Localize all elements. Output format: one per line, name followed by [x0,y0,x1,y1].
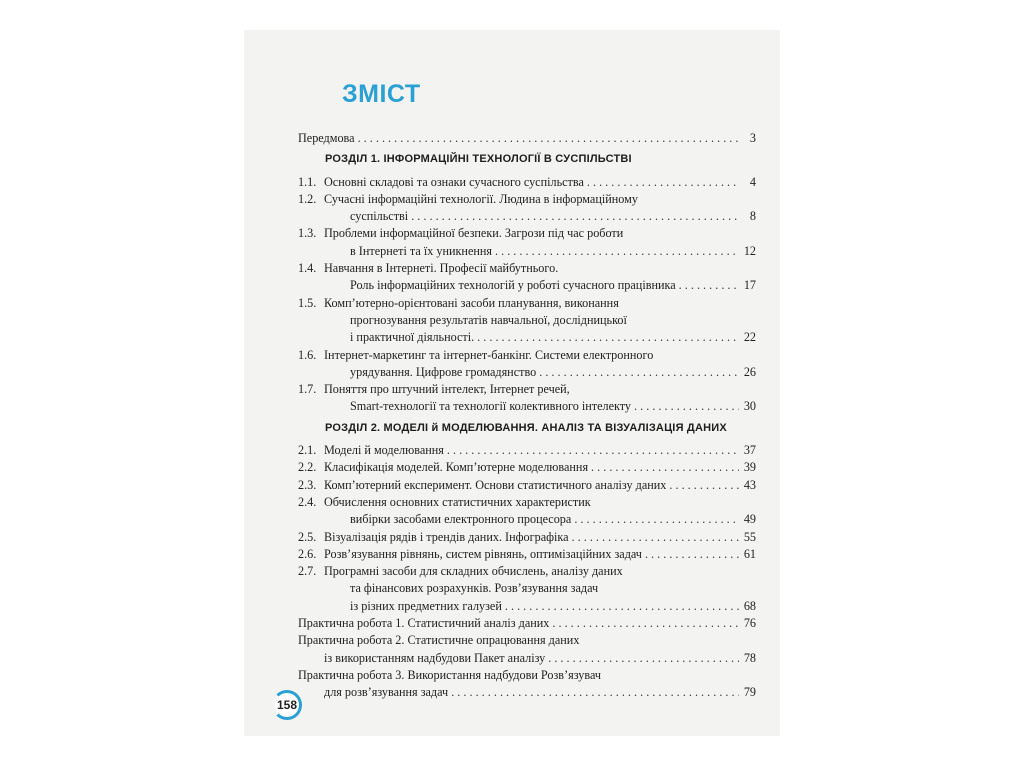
toc-line [298,381,756,398]
toc-line [298,615,756,632]
toc-entry-text: Smart-технології та технології колективного інтелекту [350,399,632,414]
toc-page-number: 22 [743,330,756,345]
toc-page-number: 55 [743,529,756,544]
toc-line [298,208,756,225]
toc-entry-text: Практична робота 1. Статистичний аналіз даних [298,616,550,631]
toc-page-number: 79 [743,685,756,700]
toc-entry-text: Програмні засоби для складних обчислень, аналізу даних [324,564,623,579]
toc-entry-text: в Інтернеті та їх уникнення [350,243,493,258]
dot-leader [669,477,739,494]
toc-entry-text: Моделі й моделювання [324,443,444,458]
toc-page-number: 39 [743,460,756,475]
toc-entry [298,347,756,382]
dot-leader [447,442,739,459]
toc-entry-text: Інтернет-маркетинг та інтернет-банкінг. Системи електронного [324,347,654,362]
dot-leader [505,598,739,615]
toc-entry-text: Комп’ютерно-орієнтовані засоби планування, виконання [324,295,619,310]
dot-leader [552,615,739,632]
table-of-contents [298,130,756,702]
toc-entry-text: із різних предметних галузей [350,598,502,613]
toc-entry-text: суспільстві [350,209,409,224]
toc-page-number: 4 [749,174,756,189]
toc-entry-text: Візуалізація рядів і трендів даних. Інфографіка [324,529,569,544]
toc-entry-text: Класифікація моделей. Комп’ютерне моделювання [324,460,589,475]
toc-page-number: 61 [743,546,756,561]
toc-entry-number: 1.4. [298,261,317,276]
toc-line [298,225,756,242]
toc-entry-text: Роль інформаційних технологій у роботі сучасного працівника [350,278,676,293]
section-1-entries [298,174,756,416]
dot-leader [679,277,739,294]
dot-leader [634,398,739,415]
toc-page-number: 17 [743,278,756,293]
toc-entry-number: 2.3. [298,477,317,492]
toc-line [298,580,756,597]
toc-line [298,494,756,511]
toc-page-number: 3 [749,131,756,145]
section-2-heading: РОЗДІЛ 2. МОДЕЛІ й МОДЕЛЮВАННЯ. АНАЛІЗ ТА ВІЗУАЛІЗАЦІЯ ДАНИХ [325,421,727,434]
toc-entry-text: і практичної діяльності. [350,330,475,345]
toc-entry-number: 1.1. [298,174,317,189]
toc-entry-label: Передмова [298,131,355,145]
toc-entry [298,477,756,494]
toc-line [298,477,756,494]
toc-line [298,295,756,312]
toc-entry-number: 1.7. [298,382,317,397]
toc-entry-text: вибірки засобами електронного процесора [350,512,572,527]
toc-page-number: 49 [743,512,756,527]
toc-line [298,347,756,364]
dot-leader [591,459,739,476]
dot-leader [358,130,739,147]
toc-line [298,459,756,476]
dot-leader [548,650,739,667]
toc-entry [298,295,756,347]
toc-entry [298,494,756,529]
dot-leader [587,174,739,191]
toc-entry-text: для розв’язування задач [324,685,449,700]
toc-entry-number: 2.2. [298,460,317,475]
toc-line [298,442,756,459]
dot-leader [572,529,739,546]
toc-entry-practical [298,615,756,632]
toc-line [298,529,756,546]
toc-page-number: 12 [743,243,756,258]
dot-leader [574,511,739,528]
dot-leader [477,329,739,346]
toc-entry [298,442,756,459]
toc-entry-number: 1.6. [298,347,317,362]
toc-line [298,260,756,277]
toc-entry [298,191,756,226]
toc-entry-text: Навчання в Інтернеті. Професії майбутнього. [324,261,559,276]
dot-leader [411,208,739,225]
toc-entry [298,563,756,615]
toc-line [298,364,756,381]
toc-entry-text: урядування. Цифрове громадянство [350,364,537,379]
toc-entry-number: 2.6. [298,546,317,561]
toc-entry [298,381,756,416]
toc-line [298,632,756,649]
toc-line [298,191,756,208]
toc-entry [298,260,756,295]
toc-page-number: 78 [743,650,756,665]
dot-leader [495,243,739,260]
page-number-badge: 158 [272,690,302,720]
toc-entry-preface [298,130,756,147]
toc-entry-text: Практична робота 2. Статистичне опрацювання даних [298,633,580,648]
toc-entry-number: 2.1. [298,443,317,458]
toc-line [298,312,756,329]
toc-entry-text: Розв’язування рівнянь, систем рівнянь, оптимізаційних задач [324,546,642,561]
dot-leader [451,684,739,701]
toc-line [298,243,756,260]
toc-line [298,398,756,415]
toc-page-number: 68 [743,598,756,613]
section-2-entries [298,442,756,615]
toc-page-number: 43 [743,477,756,492]
toc-entry-text: Практична робота 3. Використання надбудови Розв’язувач [298,667,602,682]
toc-entry-text: Поняття про штучний інтелект, Інтернет речей, [324,382,570,397]
toc-page-number: 37 [743,443,756,458]
toc-entry-text: Сучасні інформаційні технології. Людина в інформаційному [324,191,638,206]
toc-line [298,684,756,701]
practical-works [298,615,756,701]
section-1-heading: РОЗДІЛ 1. ІНФОРМАЦІЙНІ ТЕХНОЛОГІЇ В СУСПІЛЬСТВІ [325,153,632,166]
toc-line [298,329,756,346]
dot-leader [539,364,739,381]
toc-entry-practical [298,667,756,702]
toc-page-number: 26 [743,364,756,379]
toc-entry [298,174,756,191]
toc-line [298,511,756,528]
toc-line [298,174,756,191]
toc-line [298,667,756,684]
toc-entry-text: прогнозування результатів навчальної, дослідницької [350,312,627,327]
toc-entry-practical [298,632,756,667]
toc-entry [298,459,756,476]
toc-line [298,598,756,615]
toc-page-number: 30 [743,399,756,414]
toc-entry-number: 2.7. [298,564,317,579]
toc-entry-text: Проблеми інформаційної безпеки. Загрози під час роботи [324,226,624,241]
toc-line [298,277,756,294]
toc-entry-text: та фінансових розрахунків. Розв’язування задач [350,581,599,596]
toc-entry [298,225,756,260]
toc-page-number: 76 [743,616,756,631]
dot-leader [645,546,739,563]
toc-entry-text: Обчислення основних статистичних характеристик [324,494,591,509]
toc-entry-number: 1.3. [298,226,317,241]
book-page [244,30,780,736]
toc-page-number: 8 [749,209,756,224]
toc-line [298,650,756,667]
toc-entry-number: 1.5. [298,295,317,310]
toc-entry [298,529,756,546]
toc-line [298,546,756,563]
toc-entry-number: 1.2. [298,191,317,206]
toc-entry-number: 2.5. [298,529,317,544]
toc-entry-text: Комп’ютерний експеримент. Основи статистичного аналізу даних [324,477,667,492]
toc-entry-text: Основні складові та ознаки сучасного суспільства [324,174,584,189]
toc-entry-text: із використанням надбудови Пакет аналізу [324,650,546,665]
toc-line [298,563,756,580]
toc-entry-number: 2.4. [298,494,317,509]
toc-entry [298,546,756,563]
page-title: ЗМІСТ [342,80,421,108]
